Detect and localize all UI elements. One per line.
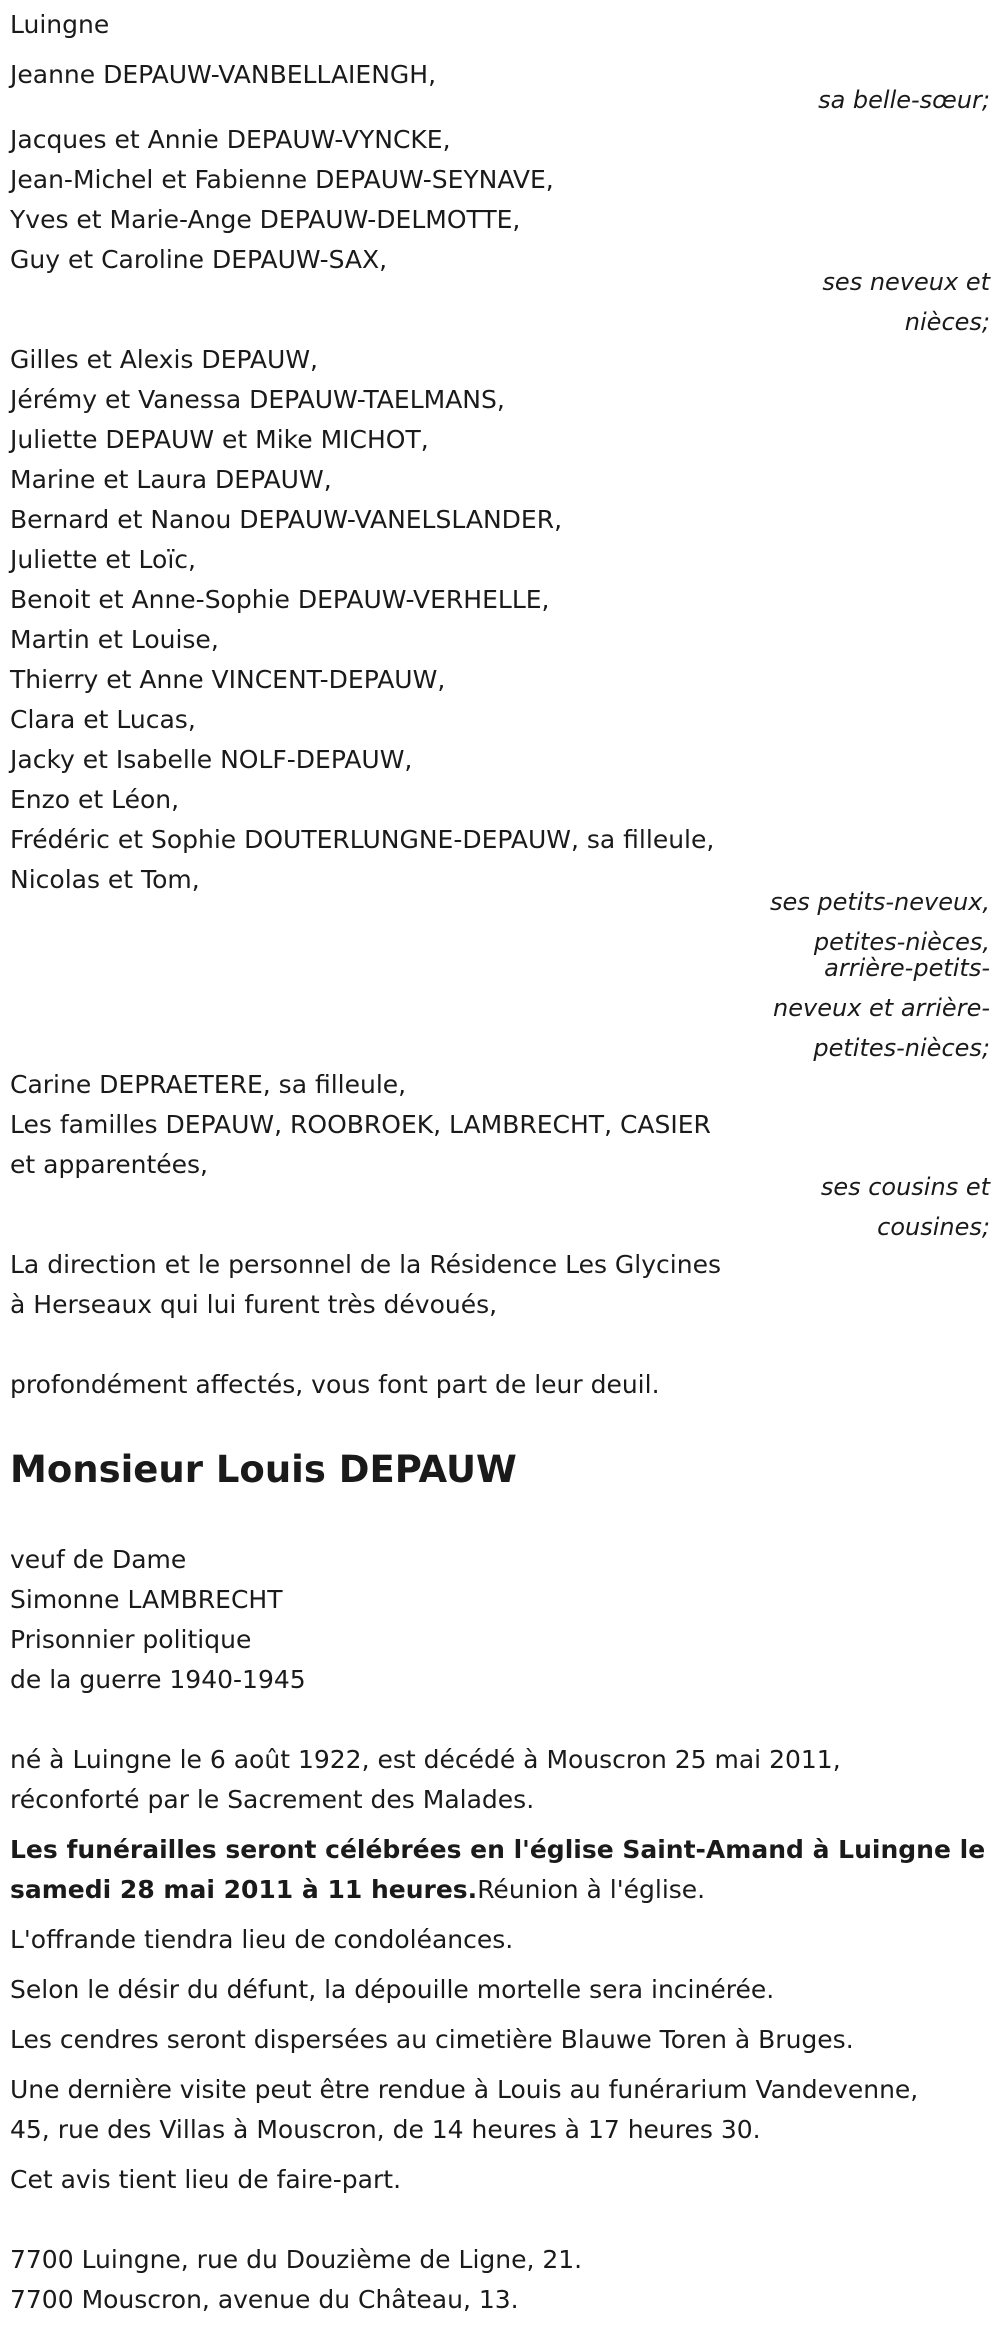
funeral-line-2: [10, 1870, 705, 1910]
header-place: Luingne: [10, 10, 110, 39]
relation-label: petites-nièces;: [813, 1034, 990, 1062]
relation-label: cousines;: [877, 1213, 990, 1241]
address-line: 7700 Mouscron, avenue du Château, 13.: [10, 2285, 519, 2314]
cendres-line: Les cendres seront dispersées au cimetière Blauwe Toren à Bruges.: [10, 2025, 854, 2054]
relation-label: ses neveux et: [822, 268, 990, 296]
closing-line: profondément affectés, vous font part de leur deuil.: [10, 1370, 660, 1399]
family-line: Jérémy et Vanessa DEPAUW-TAELMANS,: [10, 385, 505, 414]
family-line: Martin et Louise,: [10, 625, 219, 654]
deceased-name: Monsieur Louis DEPAUW: [10, 1448, 517, 1491]
funeral-date: samedi 28 mai 2011 à 11 heures.: [10, 1875, 478, 1904]
incineration-line: Selon le désir du défunt, la dépouille mortelle sera incinérée.: [10, 1975, 775, 2004]
detail-line: de la guerre 1940-1945: [10, 1665, 306, 1694]
family-line: et apparentées,: [10, 1150, 208, 1179]
relation-label: ses petits-neveux,: [769, 888, 990, 916]
relation-label: petites-nièces,: [813, 928, 990, 956]
offrande-line: L'offrande tiendra lieu de condoléances.: [10, 1925, 514, 1954]
detail-line: Simonne LAMBRECHT: [10, 1585, 283, 1614]
relation-label: nièces;: [904, 308, 990, 336]
relation-label: neveux et arrière-: [773, 994, 990, 1022]
faire-part-line: Cet avis tient lieu de faire-part.: [10, 2165, 402, 2194]
relation-label: sa belle-sœur;: [818, 86, 990, 114]
family-line: Juliette et Loïc,: [10, 545, 196, 574]
family-line: Benoit et Anne-Sophie DEPAUW-VERHELLE,: [10, 585, 550, 614]
family-line: Enzo et Léon,: [10, 785, 180, 814]
family-line: Nicolas et Tom,: [10, 865, 200, 894]
family-line: Jeanne DEPAUW-VANBELLAIENGH,: [10, 60, 437, 89]
family-line: Thierry et Anne VINCENT-DEPAUW,: [10, 665, 446, 694]
relation-label: ses cousins et: [820, 1173, 990, 1201]
funeral-gathering: Réunion à l'église.: [477, 1875, 706, 1904]
family-line: Carine DEPRAETERE, sa filleule,: [10, 1070, 407, 1099]
funeral-bold: Les funérailles seront célébrées en l'église Saint-Amand à Luingne le: [10, 1835, 986, 1864]
family-line: Yves et Marie-Ange DEPAUW-DELMOTTE,: [10, 205, 521, 234]
visite-line: Une dernière visite peut être rendue à Louis au funérarium Vandevenne,: [10, 2075, 919, 2104]
family-line: Bernard et Nanou DEPAUW-VANELSLANDER,: [10, 505, 563, 534]
family-line: Jacques et Annie DEPAUW-VYNCKE,: [10, 125, 451, 154]
family-line: Jean-Michel et Fabienne DEPAUW-SEYNAVE,: [10, 165, 554, 194]
family-line: La direction et le personnel de la Résidence Les Glycines: [10, 1250, 721, 1279]
birth-death-line: né à Luingne le 6 août 1922, est décédé à Mouscron 25 mai 2011,: [10, 1745, 841, 1774]
family-line: Frédéric et Sophie DOUTERLUNGNE-DEPAUW, sa filleule,: [10, 825, 715, 854]
birth-death-line: réconforté par le Sacrement des Malades.: [10, 1785, 535, 1814]
address-line: 7700 Luingne, rue du Douzième de Ligne, 21.: [10, 2245, 583, 2274]
family-line: Marine et Laura DEPAUW,: [10, 465, 332, 494]
detail-line: veuf de Dame: [10, 1545, 187, 1574]
detail-line: Prisonnier politique: [10, 1625, 252, 1654]
visite-line: 45, rue des Villas à Mouscron, de 14 heures à 17 heures 30.: [10, 2115, 761, 2144]
family-line: Guy et Caroline DEPAUW-SAX,: [10, 245, 388, 274]
family-line: Clara et Lucas,: [10, 705, 196, 734]
family-line: Gilles et Alexis DEPAUW,: [10, 345, 318, 374]
family-line: Les familles DEPAUW, ROOBROEK, LAMBRECHT, CASIER: [10, 1110, 711, 1139]
family-line: à Herseaux qui lui furent très dévoués,: [10, 1290, 498, 1319]
funeral-line-1: [10, 1830, 985, 1870]
family-line: Jacky et Isabelle NOLF-DEPAUW,: [10, 745, 413, 774]
relation-label: arrière-petits-: [824, 954, 990, 982]
family-line: Juliette DEPAUW et Mike MICHOT,: [10, 425, 429, 454]
